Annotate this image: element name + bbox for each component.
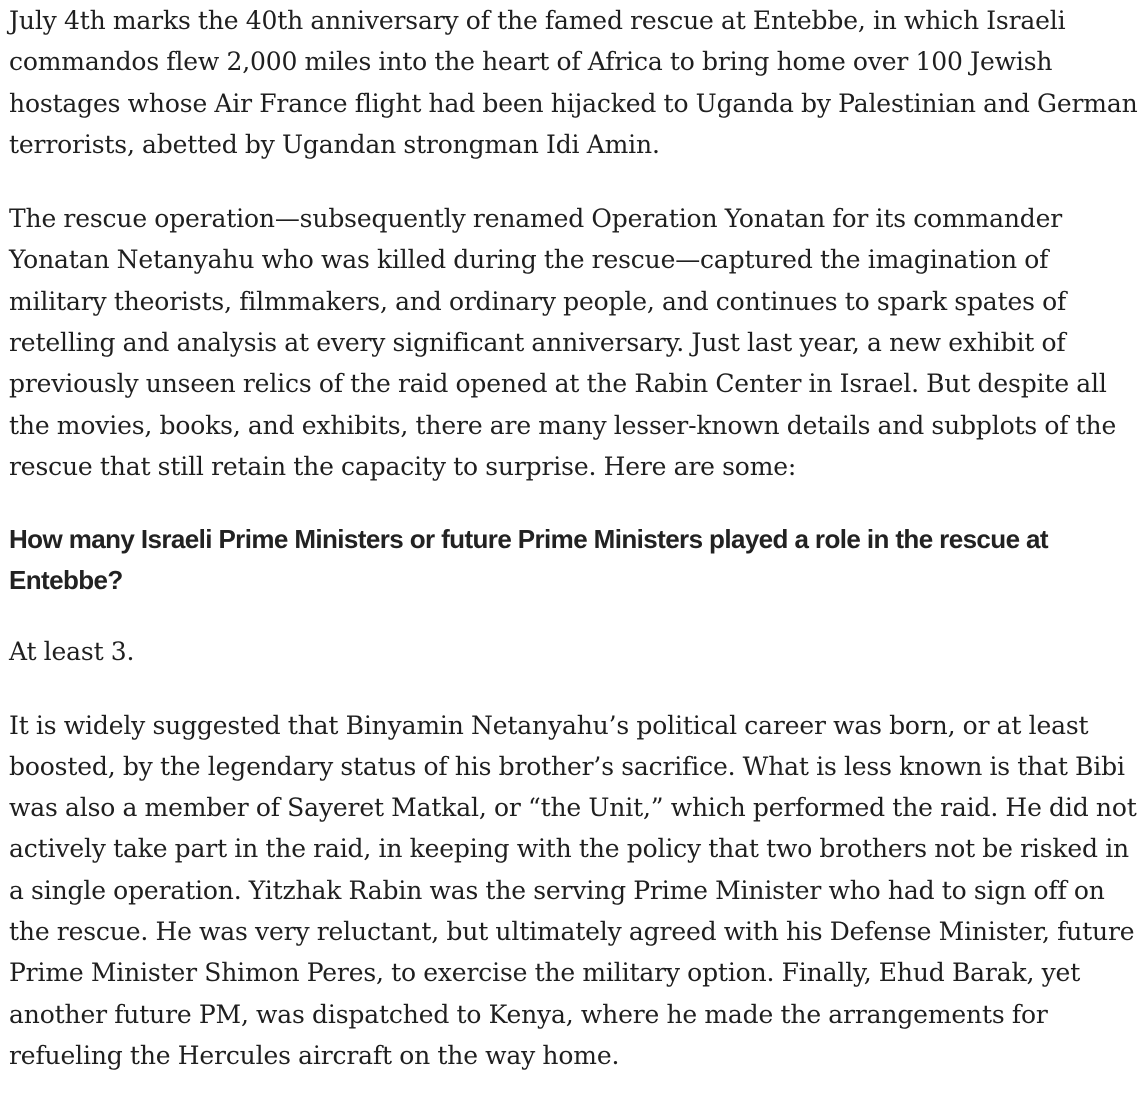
article-body: [9, 0, 1139, 1076]
context-paragraph: The rescue operation—subsequently renamed Operation Yonatan for its commander Yonatan Netanyahu who was killed during the rescue—captured the imagination of military theorists, filmmakers, and ordinary people, and continues to spark spates of retelling and analysis at every significant anniversary. Just last year, a new exhibit of previously unseen relics of the raid opened at the Rabin Center in Israel. But despite all the movies, books, and exhibits, there are many lesser-known details and subplots of the rescue that still retain the capacity to surprise. Here are some:: [9, 204, 1117, 481]
detail-paragraph: It is widely suggested that Binyamin Netanyahu’s political career was born, or at least boosted, by the legendary status of his brother’s sacrifice. What is less known is that Bibi was also a member of Sayeret Matkal, or “the Unit,” which performed the raid. He did not actively take part in the raid, in keeping with the policy that two brothers not be risked in a single operation. Yitzhak Rabin was the serving Prime Minister who had to sign off on the rescue. He was very reluctant, but ultimately agreed with his Defense Minister, future Prime Minister Shimon Peres, to exercise the military option. Finally, Ehud Barak, yet another future PM, was dispatched to Kenya, where he made the arrangements for refueling the Hercules aircraft on the way home.: [9, 710, 1137, 1070]
answer-paragraph: At least 3.: [9, 637, 135, 667]
question-heading: How many Israeli Prime Ministers or future Prime Ministers played a role in the rescue at Entebbe?: [9, 524, 1048, 596]
intro-paragraph: July 4th marks the 40th anniversary of the famed rescue at Entebbe, in which Israeli commandos flew 2,000 miles into the heart of Africa to bring home over 100 Jewish hostages whose Air France flight had been hijacked to Uganda by Palestinian and German terrorists, abetted by Ugandan strongman Idi Amin.: [9, 6, 1138, 159]
